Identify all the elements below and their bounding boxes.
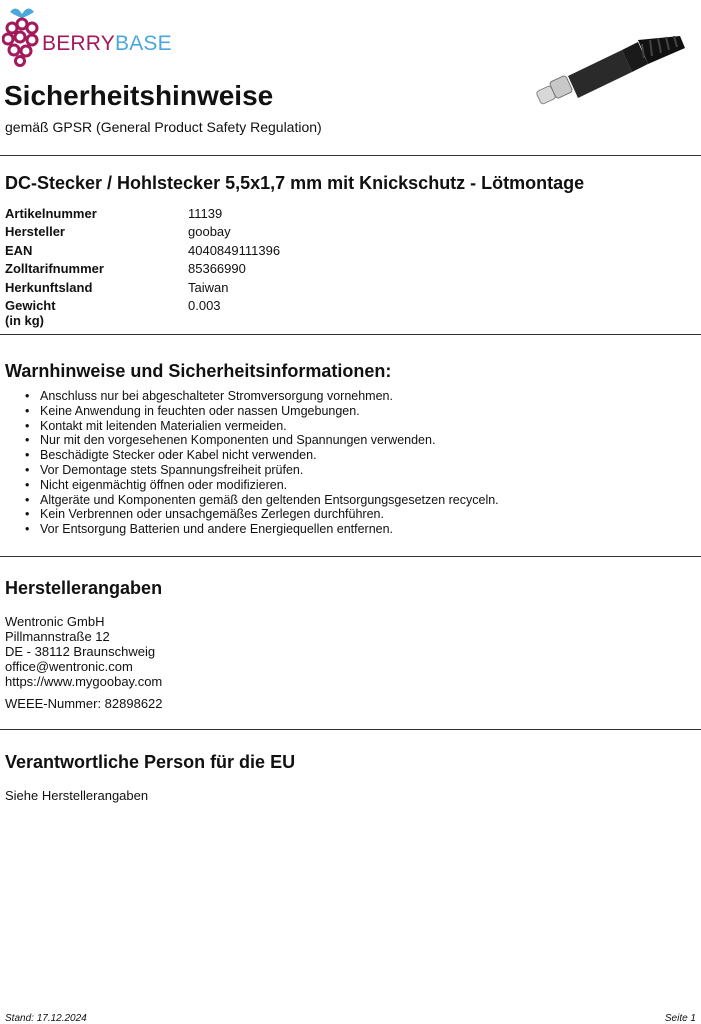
list-item: • Nicht eigenmächtig öffnen oder modifizieren. bbox=[0, 478, 499, 493]
eu-responsible-heading: Verantwortliche Person für die EU bbox=[5, 752, 296, 772]
attribute-label: Zolltarifnummer bbox=[5, 261, 104, 277]
page-title: Sicherheitshinweise bbox=[4, 80, 274, 111]
list-item: • Vor Demontage stets Spannungsfreiheit prüfen. bbox=[0, 463, 499, 478]
attribute-label: Artikelnummer bbox=[5, 206, 97, 221]
street-address: Pillmannstraße 12 bbox=[5, 629, 110, 644]
berry-logo-icon bbox=[2, 2, 42, 68]
section-divider bbox=[0, 556, 701, 557]
list-item: • Beschädigte Stecker oder Kabel nicht verwenden. bbox=[0, 448, 499, 463]
eu-responsible-text: Siehe Herstellerangaben bbox=[5, 788, 149, 803]
attribute-label: Gewicht (in kg) bbox=[5, 297, 56, 328]
footer-date: Stand: 17.12.2024 bbox=[5, 1013, 87, 1024]
attribute-label: EAN bbox=[5, 242, 33, 258]
attribute-value: 0.003 bbox=[188, 297, 221, 313]
weee-number: WEEE-Nummer: 82898622 bbox=[5, 696, 163, 711]
page-subtitle: gemäß GPSR (General Product Safety Regulation) bbox=[5, 119, 322, 135]
attribute-label: Herkunftsland bbox=[5, 279, 93, 295]
email-address: office@wentronic.com bbox=[5, 659, 133, 674]
attribute-value: 85366990 bbox=[188, 261, 246, 277]
list-item: • Nur mit den vorgesehenen Komponenten und Spannungen verwenden. bbox=[0, 433, 499, 448]
attribute-label: Hersteller bbox=[5, 224, 65, 240]
berrybase-logo bbox=[2, 2, 202, 68]
attribute-value: goobay bbox=[188, 224, 231, 240]
list-item: • Anschluss nur bei abgeschalteter Stromversorgung vornehmen. bbox=[0, 389, 499, 404]
manufacturer-heading: Herstellerangaben bbox=[5, 578, 163, 598]
footer-page-number: Seite 1 bbox=[664, 1013, 696, 1024]
product-name: DC-Stecker / Hohlstecker 5,5x1,7 mm mit Knickschutz - Lötmontage bbox=[5, 173, 585, 193]
attribute-value: 4040849111396 bbox=[188, 242, 281, 258]
list-item: • Kontakt mit leitenden Materialien vermeiden. bbox=[0, 419, 499, 434]
section-divider bbox=[0, 729, 701, 730]
attribute-value: Taiwan bbox=[188, 279, 229, 295]
warnings-list bbox=[0, 389, 499, 537]
website-url: https://www.mygoobay.com bbox=[5, 674, 163, 689]
manufacturer-address bbox=[5, 614, 162, 689]
brand-wordmark: BERRYBASE bbox=[42, 32, 172, 55]
list-item: • Keine Anwendung in feuchten oder nassen Umgebungen. bbox=[0, 404, 499, 419]
section-divider bbox=[0, 334, 701, 335]
company-name: Wentronic GmbH bbox=[5, 614, 105, 629]
warnings-heading: Warnhinweise und Sicherheitsinformationen: bbox=[5, 361, 392, 381]
product-image bbox=[530, 28, 690, 118]
city-address: DE - 38112 Braunschweig bbox=[5, 644, 156, 659]
list-item: • Kein Verbrennen oder unsachgemäßes Zerlegen durchführen. bbox=[0, 507, 499, 522]
list-item: • Vor Entsorgung Batterien und andere Energiequellen entfernen. bbox=[0, 522, 499, 537]
section-divider bbox=[0, 155, 701, 156]
list-item: • Altgeräte und Komponenten gemäß den geltenden Entsorgungsgesetzen recyceln. bbox=[0, 493, 499, 508]
attribute-value: 11139 bbox=[188, 206, 223, 221]
